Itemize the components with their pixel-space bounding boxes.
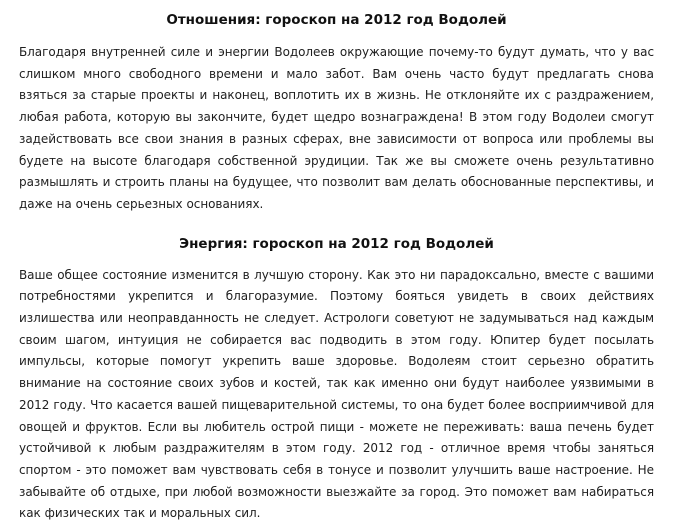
- relationships-heading: Отношения: гороскоп на 2012 год Водолей: [166, 12, 507, 28]
- relationships-paragraph: Благодаря внутренней силе и энергии Водолеев окружающие почему-то будут думать, что у вас слишком много свободного времени и мало забот. Вам очень часто будут предлагать снова взяться за старые проекты и наконец, воплотить их в жизнь. Не отклоняйте их с раздражением, любая работа, которую вы закончите, будет щедро вознаграждена! В этом году Водолеи смогут задействовать все свои знания в разных сферах, вне зависимости от вопроса или проблемы вы будете на высоте благодаря собственной эрудиции. Так же вы сможете очень результативно размышлять и строить планы на будущее, что позволит вам делать обоснованные перспективы, и даже на очень серьезных основаниях.: [19, 45, 654, 211]
- energy-heading: Энергия: гороскоп на 2012 год Водолей: [179, 235, 494, 252]
- energy-paragraph: Ваше общее состояние изменится в лучшую сторону. Как это ни парадоксально, вместе с вашими потребностями укрепится и благоразумие. Поэтому бояться увидеть в своих действиях излишества или неоправданность не следует. Астрологи советуют не задумываться над каждым своим шагом, интуиция не собирается вас подводить в этом году. Юпитер будет посылать импульсы, которые помогут укрепить ваше здоровье. Водолеям стоит серьезно обратить внимание на состояние своих зубов и костей, так как именно они будут наиболее уязвимыми в 2012 году. Что касается вашей пищеварительной системы, то она будет более восприимчивой для овощей и фруктов. Если вы любитель острой пищи - можете не переживать: ваша печень будет устойчивой к любым раздражителям в этом году. 2012 год - отличное время чтобы заняться спортом - это поможет вам чувствовать себя в тонусе и позволит улучшить ваше настроение. Не забывайте об отдыхе, при любой возможности выезжайте за город. Это поможет вам набираться как физических так и моральных сил.: [19, 267, 654, 521]
